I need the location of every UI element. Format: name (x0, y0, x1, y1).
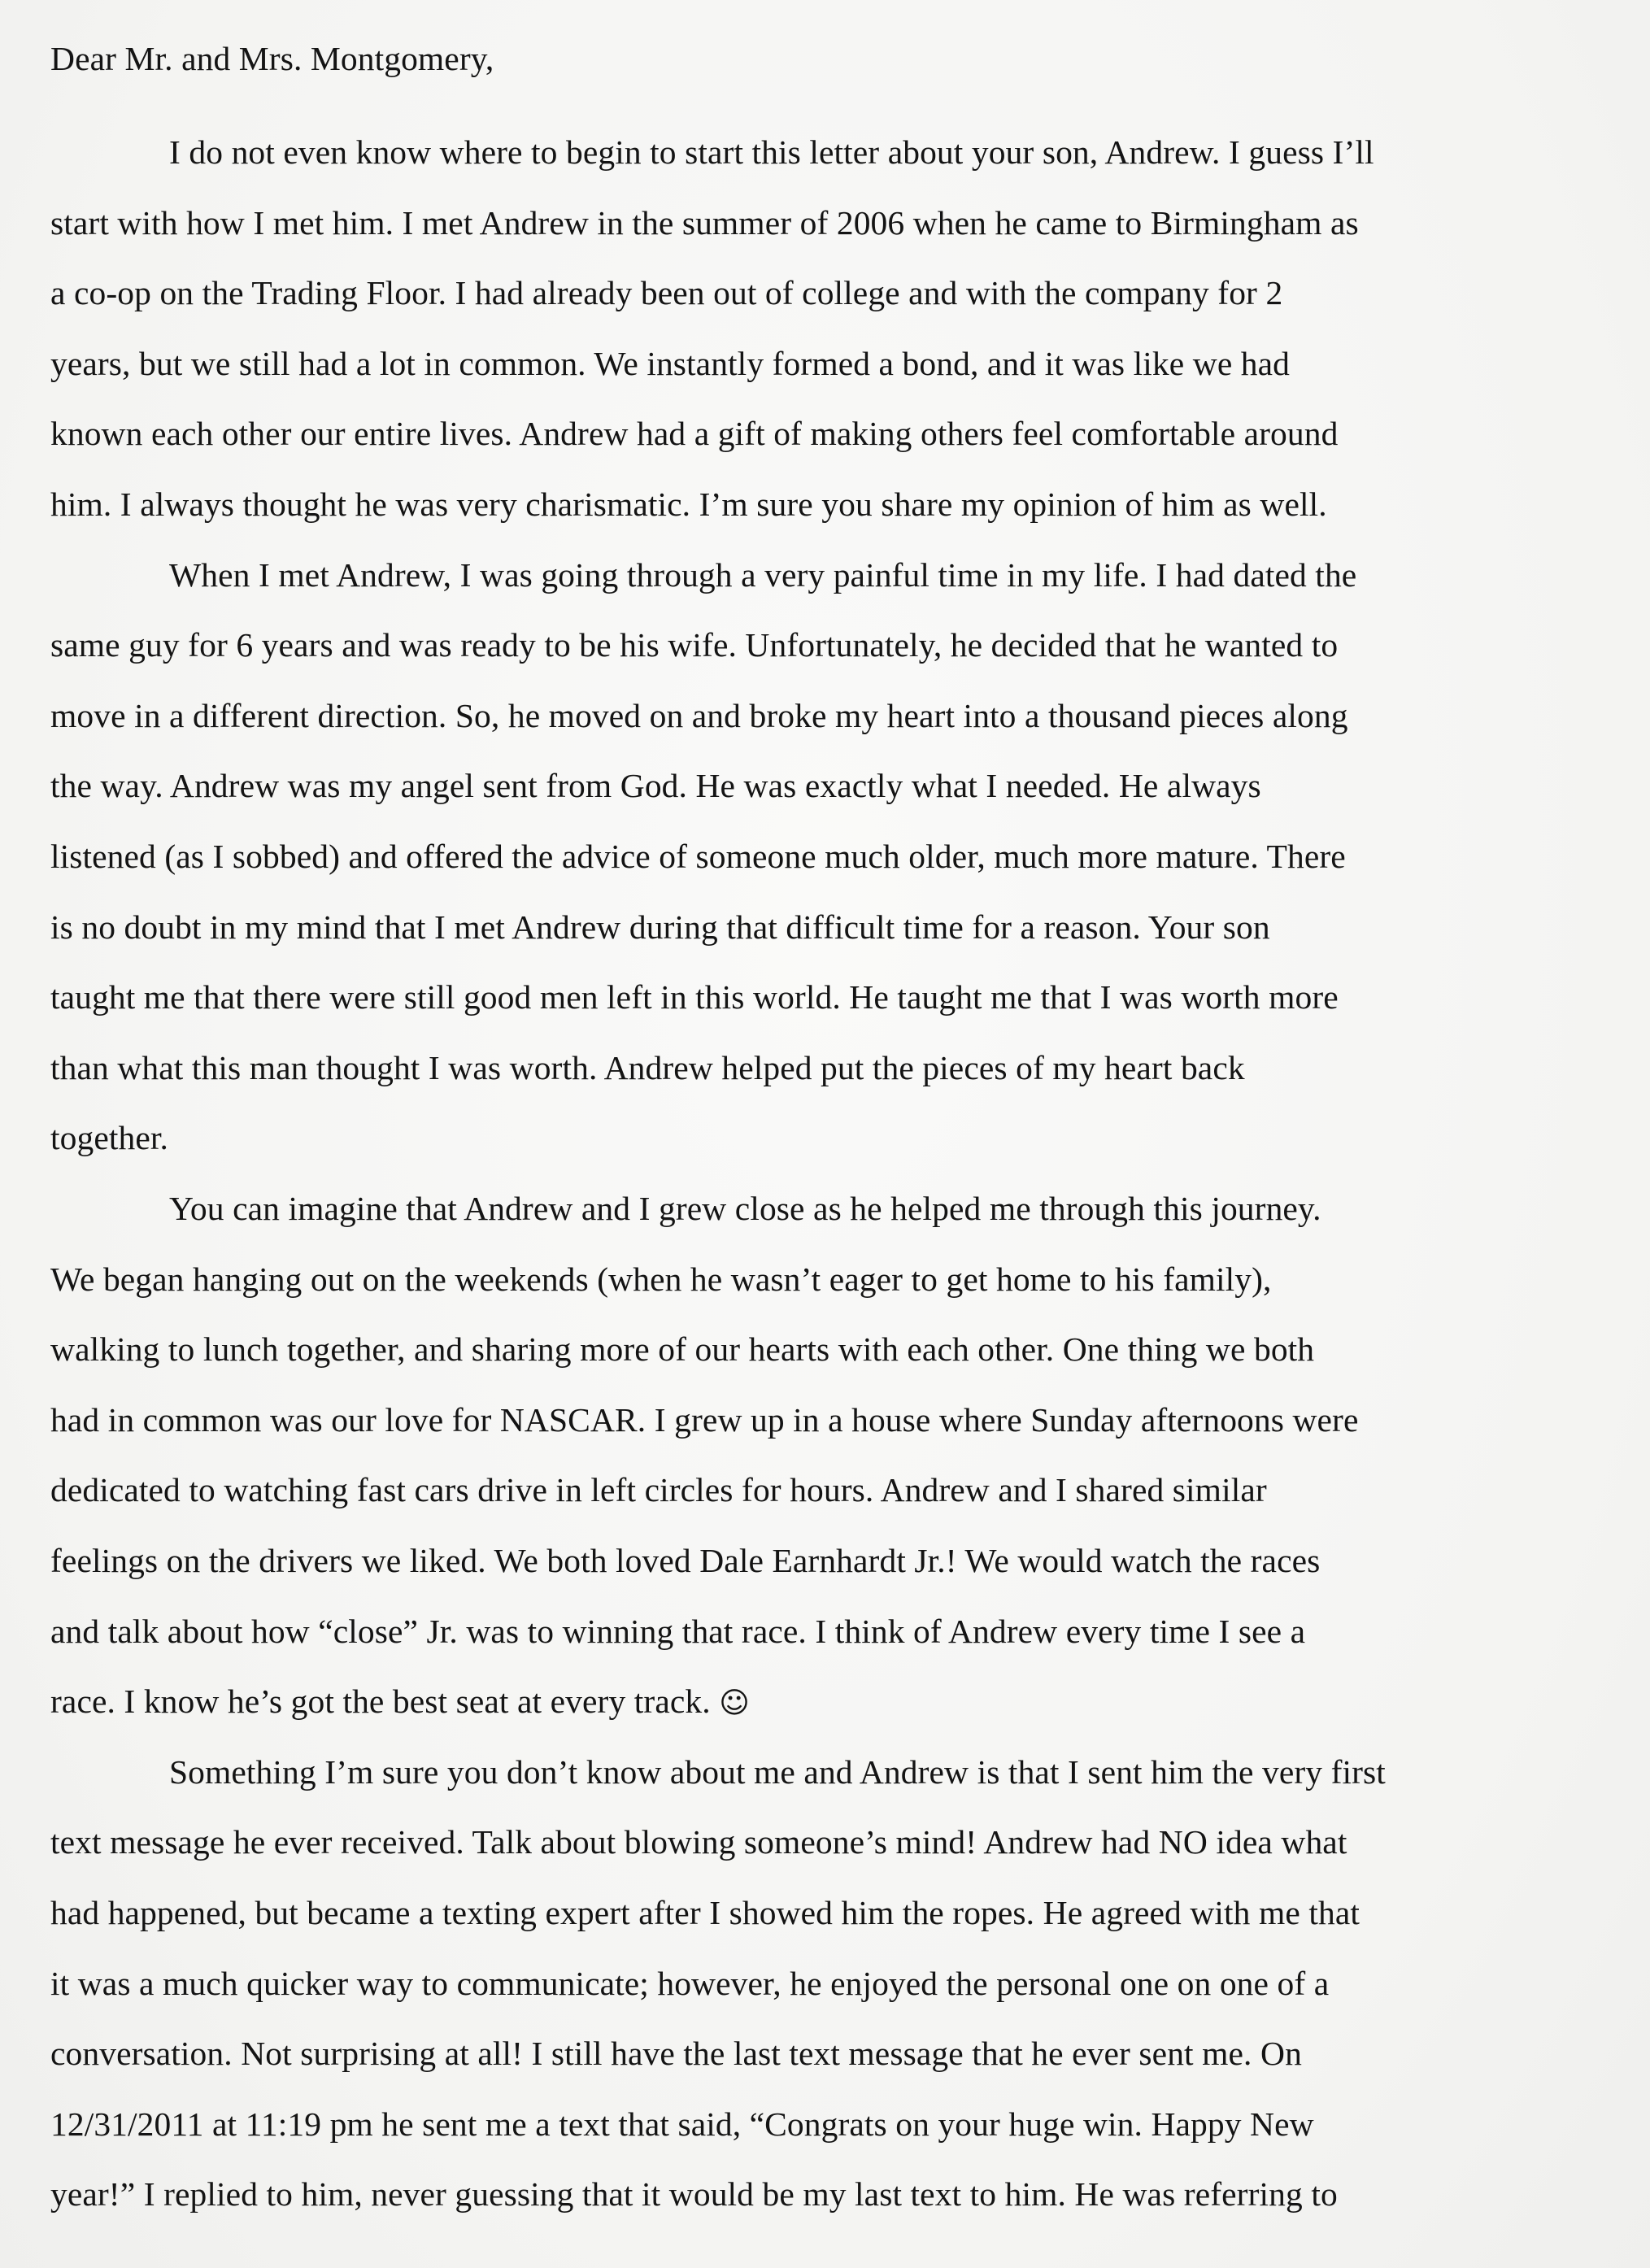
paragraph-2-line: When I met Andrew, I was going through a very painful time in my life. I had dated the (169, 556, 1357, 594)
paragraph-2-line: together. (50, 1119, 168, 1156)
paragraph-3-line-last (50, 1682, 750, 1720)
paragraph-3-line: You can imagine that Andrew and I grew close as he helped me through this journey. (169, 1190, 1321, 1227)
paragraph-3-line-text: race. I know he’s got the best seat at every track. (50, 1682, 720, 1720)
smiley-face-icon: ☺ (719, 1687, 750, 1720)
paragraph-2-line: move in a different direction. So, he moved on and broke my heart into a thousand pieces along (50, 697, 1348, 734)
paragraph-4-line: year!” I replied to him, never guessing that it would be my last text to him. He was referring to (50, 2175, 1338, 2213)
paragraph-1-line: years, but we still had a lot in common. We instantly formed a bond, and it was like we had (50, 345, 1291, 382)
paragraph-4-line: text message he ever received. Talk about blowing someone’s mind! Andrew had NO idea what (50, 1823, 1347, 1861)
paragraph-4-line: it was a much quicker way to communicate; however, he enjoyed the personal one on one of a (50, 1965, 1330, 2002)
paragraph-2-line: same guy for 6 years and was ready to be his wife. Unfortunately, he decided that he wanted to (50, 626, 1339, 664)
paragraph-2-line: the way. Andrew was my angel sent from God. He was exactly what I needed. He always (50, 767, 1261, 804)
paragraph-3-line: dedicated to watching fast cars drive in left circles for hours. Andrew and I shared similar (50, 1471, 1267, 1508)
paragraph-4-line: 12/31/2011 at 11:19 pm he sent me a text that said, “Congrats on your huge win. Happy New (50, 2105, 1314, 2143)
paragraph-4-line: had happened, but became a texting expert after I showed him the ropes. He agreed with me that (50, 1894, 1360, 1931)
paragraph-3-line: walking to lunch together, and sharing more of our hearts with each other. One thing we both (50, 1330, 1315, 1368)
paragraph-1-line: known each other our entire lives. Andrew had a gift of making others feel comfortable around (50, 415, 1339, 452)
paragraph-2-line: is no doubt in my mind that I met Andrew during that difficult time for a reason. Your son (50, 908, 1270, 946)
paragraph-4-line: Something I’m sure you don’t know about me and Andrew is that I sent him the very first (169, 1753, 1386, 1791)
paragraph-2-line: taught me that there were still good men left in this world. He taught me that I was worth more (50, 978, 1339, 1016)
paragraph-3-line: We began hanging out on the weekends (when he wasn’t eager to get home to his family), (50, 1260, 1272, 1298)
paragraph-2-line: listened (as I sobbed) and offered the advice of someone much older, much more mature. There (50, 838, 1346, 875)
paragraph-3-line: had in common was our love for NASCAR. I grew up in a house where Sunday afternoons were (50, 1401, 1359, 1439)
paragraph-1-line: start with how I met him. I met Andrew in the summer of 2006 when he came to Birmingham as (50, 204, 1359, 242)
paragraph-2-line: than what this man thought I was worth. Andrew helped put the pieces of my heart back (50, 1049, 1245, 1086)
paragraph-3-line: and talk about how “close” Jr. was to winning that race. I think of Andrew every time I see a (50, 1613, 1306, 1650)
paragraph-1-line: I do not even know where to begin to start this letter about your son, Andrew. I guess I’ll (169, 133, 1374, 171)
paragraph-1-line: a co-op on the Trading Floor. I had already been out of college and with the company for 2 (50, 274, 1283, 311)
paragraph-3-line: feelings on the drivers we liked. We both loved Dale Earnhardt Jr.! We would watch the races (50, 1542, 1321, 1579)
paragraph-4-line: conversation. Not surprising at all! I still have the last text message that he ever sent me. On (50, 2035, 1302, 2072)
salutation: Dear Mr. and Mrs. Montgomery, (50, 40, 494, 77)
paragraph-1-line: him. I always thought he was very charismatic. I’m sure you share my opinion of him as well. (50, 485, 1327, 523)
